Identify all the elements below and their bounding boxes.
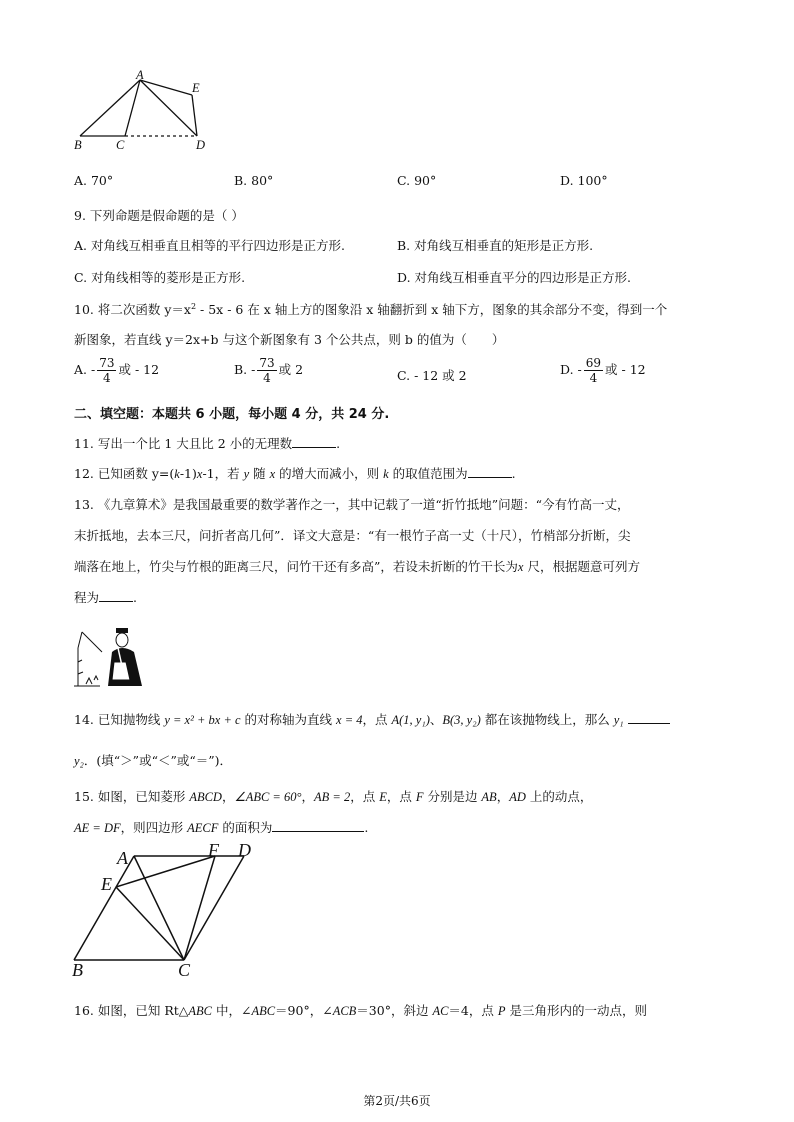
- fig-q8-label-b: B: [74, 138, 82, 152]
- q13-line2: 末折抵地，去本三尺，问折者高几何”．译文大意是：“有一根竹子高一丈（十尺），竹梢部分折断，尖: [74, 528, 631, 543]
- q15-line1: 15. 如图，已知菱形 ABCD，∠ABC = 60°，AB = 2，点 E，点 F 分别是边 AB，AD 上的动点，: [74, 789, 593, 804]
- q15-answer-blank[interactable]: [272, 820, 364, 832]
- q10-option-b: B. - $\frac{73}{4}$ 或 2: [234, 356, 304, 385]
- fig-q8-label-e: E: [192, 81, 200, 95]
- q13-answer-blank[interactable]: [99, 590, 133, 602]
- q12: 12. 已知函数 y=(k-1)x-1，若 y 随 x 的增大而减小，则 k 的取值范围为 .: [74, 466, 516, 481]
- q16-line1: 16. 如图，已知 Rt△ABC 中，∠ABC＝90°，∠ACB＝30°，斜边 AC＝4，点 P 是三角形内的一动点，则: [74, 1003, 647, 1018]
- q8-option-d: D. 100°: [560, 173, 608, 188]
- q9-stem: 9. 下列命题是假命题的是（ ）: [74, 208, 244, 223]
- figure-q15-rhombus: [60, 840, 280, 990]
- q13-line1: 13. 《九章算术》是我国最重要的数学著作之一，其中记载了一道“折竹抵地”问题：“今有竹高一丈，: [74, 497, 630, 512]
- q11: 11. 写出一个比 1 大且比 2 小的无理数 .: [74, 436, 341, 451]
- q9-option-d: D. 对角线互相垂直平分的四边形是正方形.: [397, 270, 631, 285]
- q9-option-a: A. 对角线互相垂直且相等的平行四边形是正方形.: [74, 238, 345, 253]
- q9-option-b: B. 对角线互相垂直的矩形是正方形.: [397, 238, 594, 253]
- q15-line2: AE = DF，则四边形 AECF 的面积为 .: [74, 820, 369, 835]
- q10-option-d: D. - $\frac{69}{4}$ 或 - 12: [560, 356, 646, 385]
- q10-option-a: A. - $\frac{73}{4}$ 或 - 12: [74, 356, 160, 385]
- q10-line1: 10. 将二次函数 $y=x^2 - 5x - 6$ 在 x 轴上方的图象沿 x 轴翻折到 x 轴下方，图象的其余部分不变，得到一个: [74, 301, 668, 317]
- fig-q15-label-c: C: [178, 960, 191, 980]
- fig-q15-label-e: E: [101, 874, 112, 894]
- q13-line4: 程为 .: [74, 590, 137, 605]
- q10-line2: 新图象，若直线 y＝2x+b 与这个新图象有 3 个公共点，则 b 的值为（ ）: [74, 332, 505, 347]
- fig-q8-label-a: A: [136, 68, 144, 82]
- q9-option-c: C. 对角线相等的菱形是正方形.: [74, 270, 246, 285]
- q14-answer-blank[interactable]: [628, 712, 670, 724]
- q13-line3: 端落在地上，竹尖与竹根的距离三尺，问竹干还有多高”，若设未折断的竹干长为x 尺，根据题意可列方: [74, 559, 640, 574]
- section-2-title: 二、填空题：本题共 6 小题，每小题 4 分，共 24 分.: [74, 407, 390, 422]
- figure-q13-illustration: [72, 622, 147, 690]
- fig-q15-label-f: F: [208, 840, 219, 860]
- fig-q8-label-c: C: [116, 138, 125, 152]
- q8-option-a: A. 70°: [74, 173, 114, 188]
- q8-option-b: B. 80°: [234, 173, 274, 188]
- q10-option-c: C. - 12 或 2: [397, 368, 467, 383]
- q14-line1: 14. 已知抛物线 y = x² + bx + c 的对称轴为直线 x = 4，点 A(1, y₁)、B(3, y₂) 都在该抛物线上，那么 y₁: [74, 710, 670, 728]
- fig-q8-label-d: D: [196, 138, 206, 152]
- q11-answer-blank[interactable]: [292, 436, 336, 448]
- page-footer: 第2页/共6页: [363, 1094, 431, 1108]
- q12-answer-blank[interactable]: [468, 466, 512, 478]
- fig-q15-label-b: B: [72, 960, 83, 980]
- q14-line2: y₂．(填“＞”或“＜”或“＝”)．: [74, 753, 233, 768]
- fig-q15-label-d: D: [238, 840, 251, 860]
- fig-q15-label-a: A: [117, 848, 128, 868]
- q8-option-c: C. 90°: [397, 173, 437, 188]
